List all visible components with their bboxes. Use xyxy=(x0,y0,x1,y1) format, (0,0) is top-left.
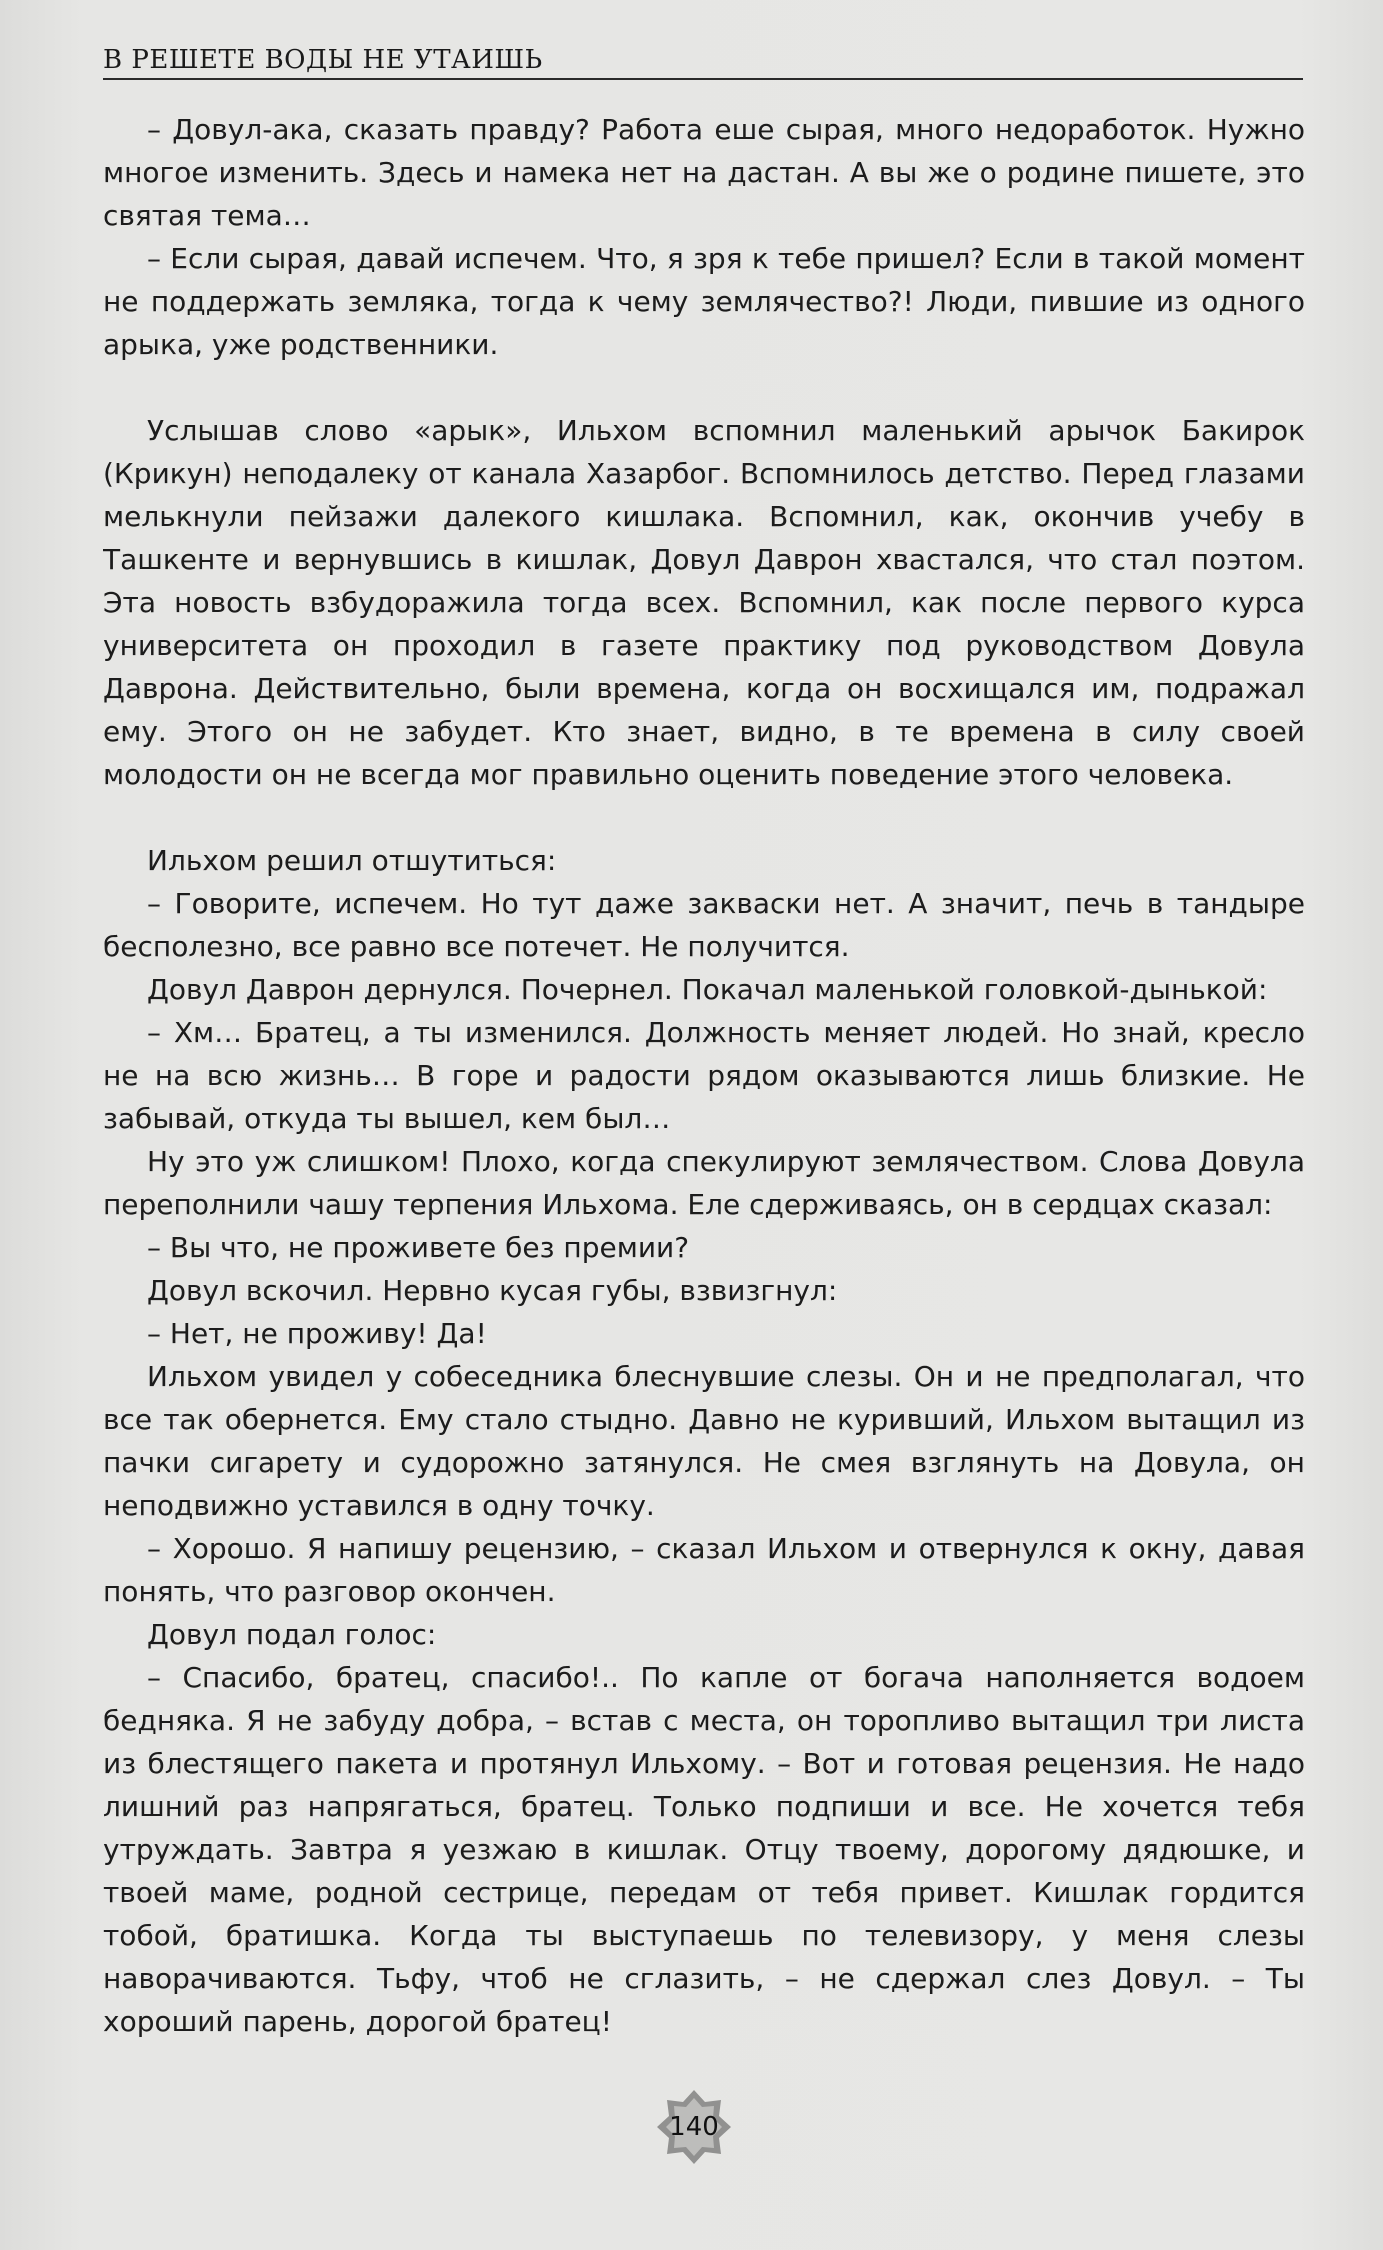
paragraph: – Нет, не проживу! Да! xyxy=(147,1317,487,1350)
paragraph: – Говорите, испечем. Но тут даже закваски нет. А значит, печь в тандыре бесполезно, все равно все потечет. Не получится. xyxy=(103,887,1305,963)
paragraph: – Спасибо, братец, спасибо!.. По капле от богача наполняется водоем бедняка. Я не забуду добра, – встав с места, он торопливо вытащил три листа из блестящего пакета и протянул Ильхому. – Вот и готовая рецензия. Не надо лишний раз напрягаться, братец. Только подпиши и все. Не хочется тебя утруждать. Завтра я уезжаю в кишлак. Отцу твоему, дорогому дядюшке, и твоей маме, родной сестрице, передам от тебя привет. Кишлак гордится тобой, братишка. Когда ты выступаешь по телевизору, у меня слезы наворачиваются. Тьфу, чтоб не сглазить, – не сдержал слез Довул. – Ты хороший парень, дорогой братец! xyxy=(103,1661,1305,2038)
paragraph: Довул Даврон дернулся. Почернел. Покачал маленькой головкой-дынькой: xyxy=(147,973,1268,1006)
paragraph: Ну это уж слишком! Плохо, когда спекулируют землячеством. Слова Довула переполнили чашу терпения Ильхома. Еле сдерживаясь, он в сердцах сказал: xyxy=(103,1145,1305,1221)
paragraph: Довул подал голос: xyxy=(147,1618,437,1651)
page-number: 140 xyxy=(669,2112,719,2142)
running-title: В РЕШЕТЕ ВОДЫ НЕ УТАИШЬ xyxy=(103,45,543,75)
paragraph: Услышав слово «арык», Ильхом вспомнил маленький арычок Бакирок (Крикун) неподалеку от канала Хазарбог. Вспомнилось детство. Перед глазами мелькнули пейзажи далекого кишлака. Вспомнил, как, окончив учебу в Ташкенте и вернувшись в кишлак, Довул Даврон хвастался, что стал поэтом. Эта новость взбудоражила тогда всех. Вспомнил, как после первого курса университета он проходил в газете практику под руководством Довула Даврона. Действительно, были времена, когда он восхищался им, подражал ему. Этого он не забудет. Кто знает, видно, в те времена в силу своей молодости он не всегда мог правильно оценить поведение этого человека. xyxy=(103,414,1305,791)
header-rule xyxy=(103,78,1303,80)
paragraph: Ильхом увидел у собеседника блеснувшие слезы. Он и не предполагал, что все так обернется. Ему стало стыдно. Давно не куривший, Ильхом вытащил из пачки сигарету и судорожно затянулся. Не смея взглянуть на Довула, он неподвижно уставился в одну точку. xyxy=(103,1360,1305,1522)
paragraph: – Вы что, не проживете без премии? xyxy=(147,1231,690,1264)
paragraph: Довул вскочил. Нервно кусая губы, взвизгнул: xyxy=(147,1274,838,1307)
page-number-badge xyxy=(655,2088,733,2166)
paragraph xyxy=(103,2043,1305,2048)
paragraph: – Хорошо. Я напишу рецензию, – сказал Ильхом и отвернулся к окну, давая понять, что разговор окончен. xyxy=(103,1532,1305,1608)
paragraph: – Хм… Братец, а ты изменился. Должность меняет людей. Но знай, кресло не на всю жизнь… В горе и радости рядом оказываются лишь близкие. Не забывай, откуда ты вышел, кем был… xyxy=(103,1016,1305,1135)
body-text xyxy=(103,108,1305,2048)
paragraph: Ильхом решил отшутиться: xyxy=(147,844,557,877)
paragraph: – Довул-ака, сказать правду? Работа еше сырая, много недоработок. Нужно многое изменить. Здесь и намека нет на дастан. А вы же о родине пишете, это святая тема… xyxy=(103,113,1305,232)
paragraph: – Если сырая, давай испечем. Что, я зря к тебе пришел? Если в такой момент не поддержать земляка, тогда к чему землячество?! Люди, пившие из одного арыка, уже родственники. xyxy=(103,242,1305,361)
